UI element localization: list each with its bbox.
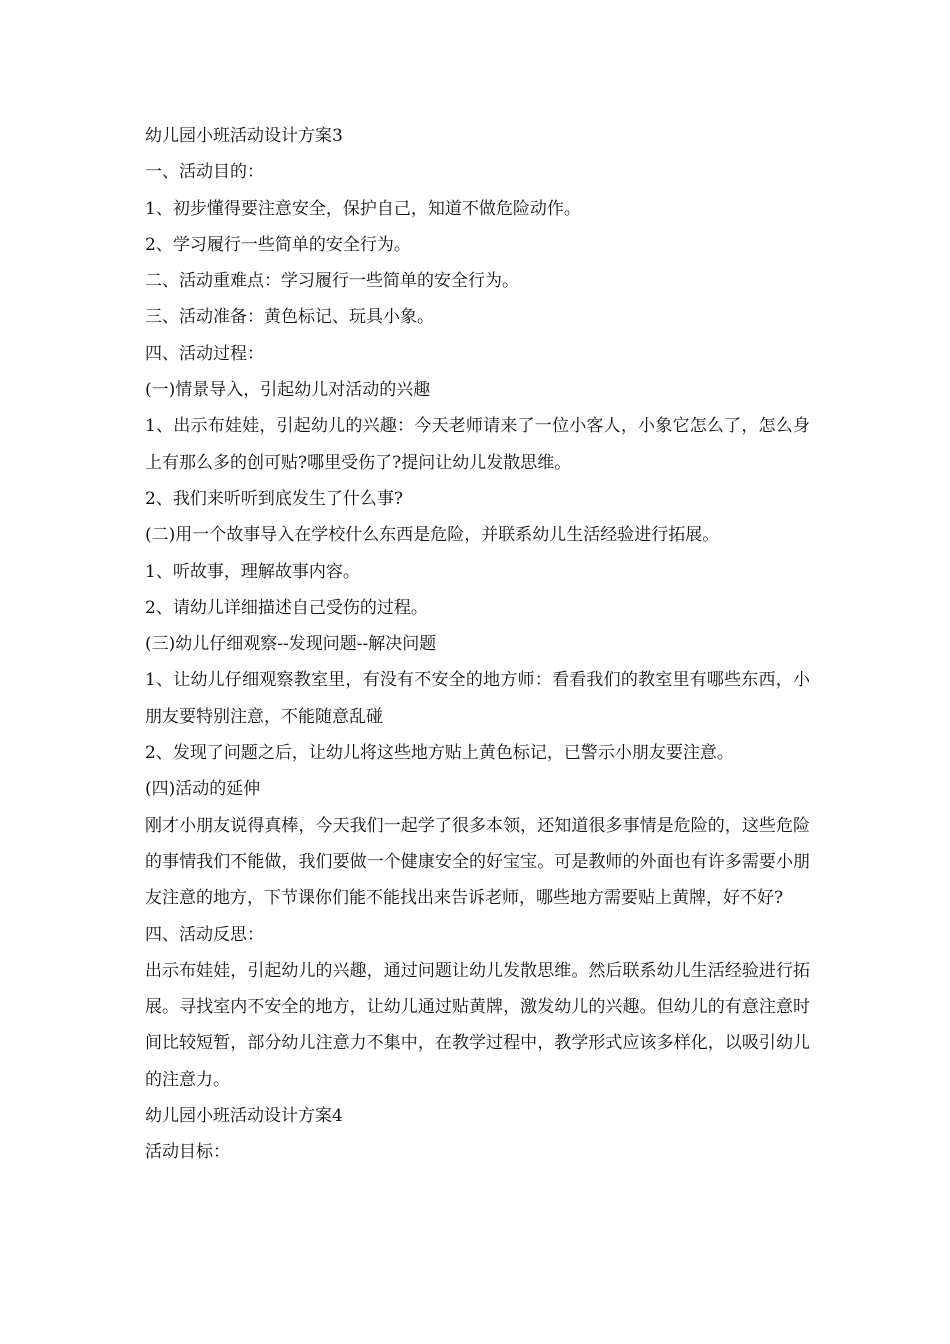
heading-reflection: 四、活动反思： [145, 924, 264, 945]
section-title-4: 幼儿园小班活动设计方案4 [145, 1106, 343, 1127]
paragraph: 2、发现了问题之后，让幼儿将这些地方贴上黄色标记，已警示小朋友要注意。 [145, 743, 734, 764]
paragraph: 1、让幼儿仔细观察教室里，有没有不安全的地方师：看看我们的教室里有哪些东西，小朋友要特别注意，不能随意乱碰 [145, 670, 810, 727]
paragraph: 刚才小朋友说得真棒，今天我们一起学了很多本领，还知道很多事情是危险的，这些危险的事情我们不能做，我们要做一个健康安全的好宝宝。可是教师的外面也有许多需要小朋友注意的地方，下节课你们能不能找出来告诉老师，哪些地方需要贴上黄牌，好不好? [145, 815, 810, 909]
paragraph: 1、初步懂得要注意安全，保护自己，知道不做危险动作。 [145, 198, 581, 219]
heading-activity-purpose: 一、活动目的： [145, 162, 264, 183]
paragraph: 1、出示布娃娃，引起幼儿的兴趣：今天老师请来了一位小客人，小象它怎么了，怎么身上有那么多的创可贴?哪里受伤了?提问让幼儿发散思维。 [145, 416, 810, 473]
subheading: (四)活动的延伸 [145, 779, 261, 800]
paragraph: 2、学习履行一些简单的安全行为。 [145, 234, 411, 255]
paragraph: 2、请幼儿详细描述自己受伤的过程。 [145, 597, 428, 618]
section-title-3: 幼儿园小班活动设计方案3 [145, 126, 343, 146]
subheading: (二)用一个故事导入在学校什么东西是危险，并联系幼儿生活经验进行拓展。 [145, 525, 720, 546]
heading-preparation: 三、活动准备：黄色标记、玩具小象。 [145, 307, 434, 328]
paragraph: 1、听故事，理解故事内容。 [145, 561, 360, 582]
paragraph: 2、我们来听听到底发生了什么事? [145, 488, 403, 509]
subheading: (一)情景导入，引起幼儿对活动的兴趣 [145, 380, 431, 401]
heading-activity-goals: 活动目标： [145, 1142, 230, 1163]
paragraph: 出示布娃娃，引起幼儿的兴趣，通过问题让幼儿发散思维。然后联系幼儿生活经验进行拓展。寻找室内不安全的地方，让幼儿通过贴黄牌，激发幼儿的兴趣。但幼儿的有意注意时间比较短暂，部分幼儿注意力不集中，在教学过程中，教学形式应该多样化，以吸引幼儿的注意力。 [145, 960, 810, 1090]
subheading: (三)幼儿仔细观察--发现问题--解决问题 [145, 634, 437, 655]
document-page [145, 118, 810, 1171]
heading-activity-process: 四、活动过程： [145, 343, 264, 364]
heading-key-points: 二、活动重难点：学习履行一些简单的安全行为。 [145, 271, 519, 292]
